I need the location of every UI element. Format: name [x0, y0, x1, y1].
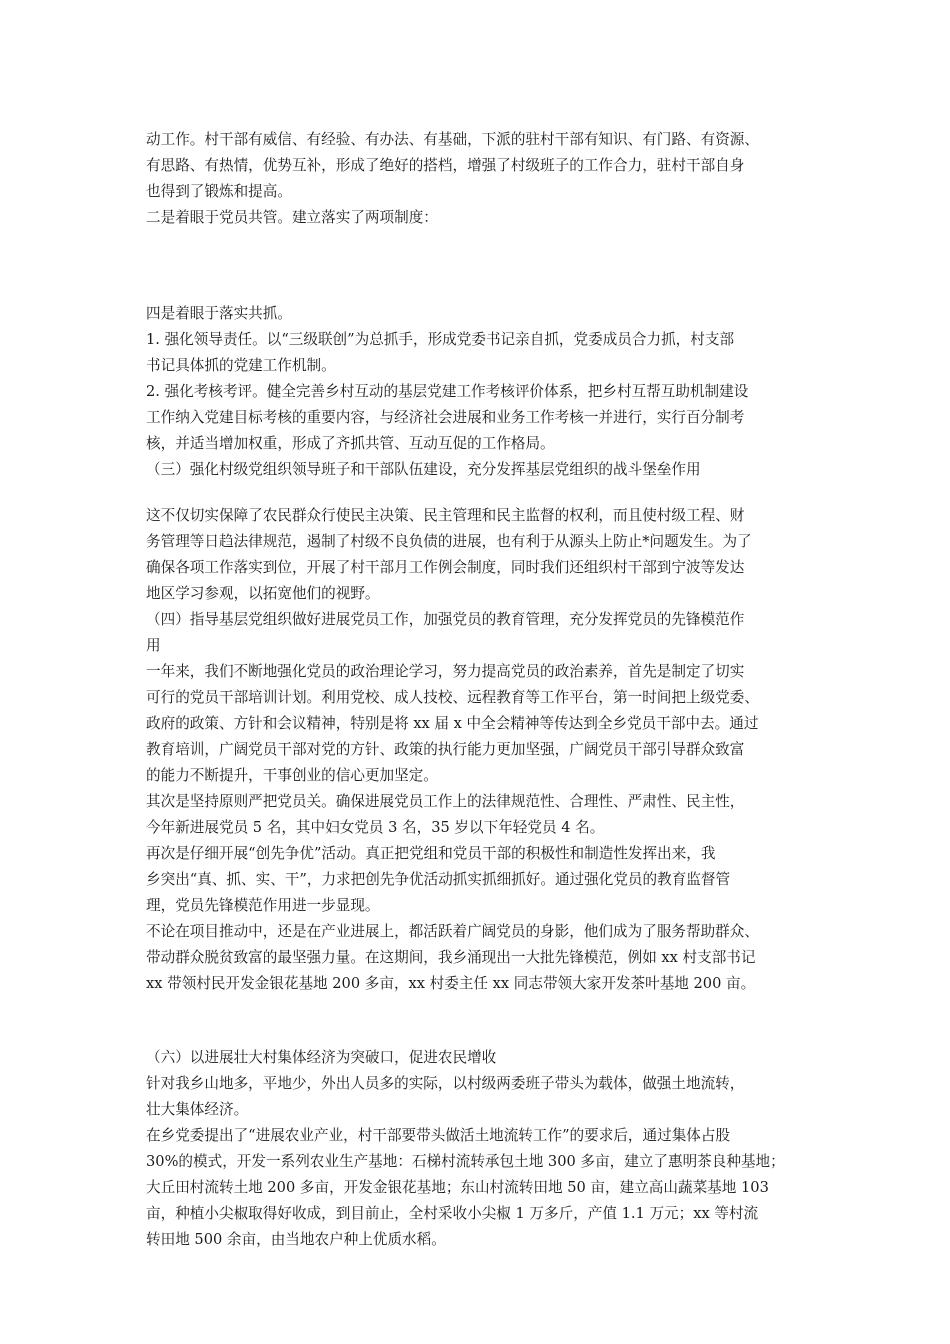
text-line: 四是着眼于落实共抓。 — [146, 305, 292, 322]
text-line: 也得到了锻炼和提高。 — [146, 183, 292, 200]
text-line: 其次是坚持原则严把党员关。确保进展党员工作上的法律规范性、合理性、严肃性、民主性， — [146, 793, 745, 810]
text-line: 务管理等日趋法律规范，遏制了村级不良负债的进展，也有利于从源头上防止*问题发生。为了 — [146, 533, 752, 550]
text-line: 在乡党委提出了“进展农业产业，村干部要带头做活土地流转工作”的要求后，通过集体占股 — [146, 1127, 731, 1144]
text-line: 乡突出“真、抓、实、干”，力求把创先争优活动抓实抓细抓好。通过强化党员的教育监督管 — [146, 871, 731, 888]
text-line: 带动群众脱贫致富的最坚强力量。在这期间，我乡涌现出一大批先锋模范，例如 xx 村支部书记 — [146, 949, 756, 966]
text-line: 壮大集体经济。 — [146, 1101, 249, 1118]
text-line: 不论在项目推动中，还是在产业进展上，都活跃着广阔党员的身影，他们成为了服务帮助群众、 — [146, 923, 759, 940]
text-line: 二是着眼于党员共管。建立落实了两项制度： — [146, 209, 438, 226]
text-line: 政府的政策、方针和会议精神，特别是将 xx 届 x 中全会精神等传达到全乡党员干部中去。通过 — [146, 715, 759, 732]
text-line: 亩，种植小尖椒取得好收成，到目前止，全村采收小尖椒 1 万多斤，产值 1.1 万元；xx 等村流 — [146, 1205, 759, 1222]
text-line: 的能力不断提升，干事创业的信心更加坚定。 — [146, 767, 438, 784]
text-line: 核，并适当增加权重，形成了齐抓共管、互动互促的工作格局。 — [146, 435, 555, 452]
text-line: 这不仅切实保障了农民群众行使民主决策、民主管理和民主监督的权利，而且使村级工程、财 — [146, 507, 745, 524]
text-line: 书记具体抓的党建工作机制。 — [146, 357, 336, 374]
section-heading: （四）指导基层党组织做好进展党员工作，加强党员的教育管理，充分发挥党员的先锋模范作 — [146, 611, 745, 628]
text-line: 可行的党员干部培训计划。利用党校、成人技校、远程教育等工作平台，第一时间把上级党委、 — [146, 689, 759, 706]
text-line: 一年来，我们不断地强化党员的政治理论学习，努力提高党员的政治素养，首先是制定了切实 — [146, 663, 745, 680]
text-line: xx 带领村民开发金银花基地 200 多亩，xx 村委主任 xx 同志带领大家开发茶叶基地 200 亩。 — [146, 975, 756, 992]
text-line: 动工作。村干部有威信、有经验、有办法、有基础，下派的驻村干部有知识、有门路、有资源、 — [146, 131, 759, 148]
text-line: 工作纳入党建目标考核的重要内容，与经济社会进展和业务工作考核一并进行，实行百分制考 — [146, 409, 745, 426]
text-line: 今年新进展党员 5 名，其中妇女党员 3 名，35 岁以下年轻党员 4 名。 — [146, 819, 605, 836]
section-heading: （三）强化村级党组织领导班子和干部队伍建设，充分发挥基层党组织的战斗堡垒作用 — [146, 461, 701, 478]
section-heading: 用 — [146, 637, 161, 654]
section-heading: （六）以进展壮大村集体经济为突破口，促进农民增收 — [146, 1049, 497, 1066]
text-line: 理，党员先锋模范作用进一步显现。 — [146, 897, 380, 914]
text-line: 针对我乡山地多，平地少，外出人员多的实际，以村级两委班子带头为载体，做强土地流转， — [146, 1075, 745, 1092]
text-line: 教育培训，广阔党员干部对党的方针、政策的执行能力更加坚强，广阔党员干部引导群众致富 — [146, 741, 745, 758]
text-line: 有思路、有热情，优势互补，形成了绝好的搭档，增强了村级班子的工作合力，驻村干部自身 — [146, 157, 745, 174]
text-line: 2. 强化考核考评。健全完善乡村互动的基层党建工作考核评价体系，把乡村互帮互助机制建设 — [146, 383, 749, 400]
text-line: 再次是仔细开展“创先争优”活动。真正把党组和党员干部的积极性和制造性发挥出来，我 — [146, 845, 716, 862]
text-line: 地区学习参观，以拓宽他们的视野。 — [146, 585, 380, 602]
text-line: 确保各项工作落实到位，开展了村干部月工作例会制度，同时我们还组织村干部到宁波等发达 — [146, 559, 745, 576]
text-line: 大丘田村流转土地 200 多亩，开发金银花基地；东山村流转田地 50 亩，建立高山蔬菜基地 103 — [146, 1179, 769, 1196]
text-line: 30%的模式，开发一系列农业生产基地：石梯村流转承包土地 300 多亩，建立了惠明茶良种基地； — [146, 1153, 785, 1170]
text-line: 转田地 500 余亩，由当地农户种上优质水稻。 — [146, 1231, 446, 1248]
text-line: 1. 强化领导责任。以“三级联创”为总抓手，形成党委书记亲自抓，党委成员合力抓，村支部 — [146, 331, 735, 348]
